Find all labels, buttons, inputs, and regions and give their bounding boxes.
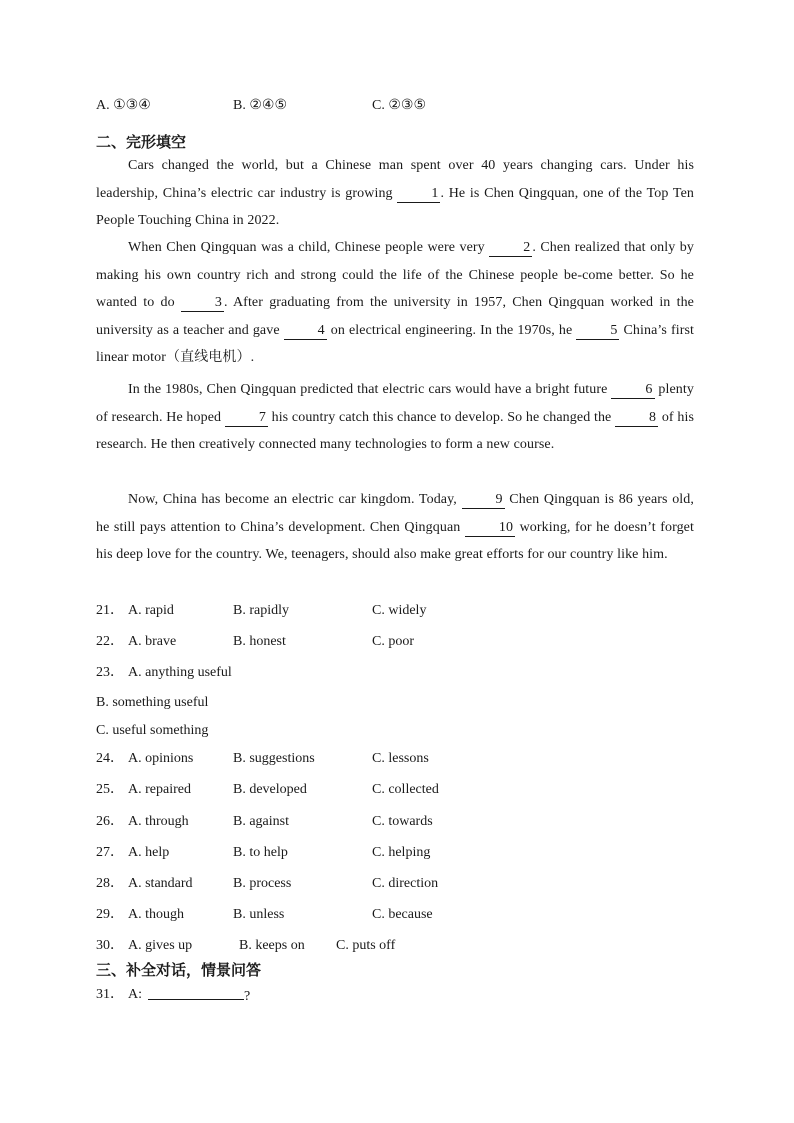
blank-8[interactable]: 8 <box>615 410 658 427</box>
question-number: 28． <box>96 876 124 891</box>
option-c[interactable]: C. widely <box>372 603 427 618</box>
option-b[interactable]: B. unless <box>233 907 285 922</box>
passage-paragraph-3 <box>96 376 694 459</box>
paragraph-text: When Chen Qingquan was a child, Chinese people were very <box>128 240 490 255</box>
option-b[interactable]: B. something useful <box>96 695 209 710</box>
prev-option-c: C. ②③⑤ <box>372 98 426 113</box>
passage-paragraph-2 <box>96 234 694 372</box>
option-c[interactable]: C. poor <box>372 634 414 649</box>
paragraph-text: In the 1980s, Chen Qingquan predicted that electric cars would have a bright future <box>128 382 612 397</box>
option-c[interactable]: C. lessons <box>372 751 429 766</box>
answer-blank-line[interactable] <box>148 985 244 1000</box>
option-a[interactable]: A. anything useful <box>128 665 232 680</box>
paragraph-text: of his research. He then creatively connected many technologies to form a new course. <box>96 409 694 453</box>
prev-option-b: B. ②④⑤ <box>233 98 287 113</box>
question-number: 26． <box>96 814 124 829</box>
option-c[interactable]: C. helping <box>372 845 431 860</box>
option-a[interactable]: A. help <box>128 845 170 860</box>
option-c[interactable]: C. useful something <box>96 723 209 738</box>
blank-10[interactable]: 10 <box>465 520 515 537</box>
paragraph-text: his country catch this chance to develop. So he changed the <box>267 409 616 425</box>
option-a[interactable]: A. though <box>128 907 184 922</box>
option-c[interactable]: C. direction <box>372 876 439 891</box>
blank-1[interactable]: 1 <box>397 186 440 203</box>
blank-7[interactable]: 7 <box>225 410 268 427</box>
question-number: 25． <box>96 782 124 797</box>
option-c[interactable]: C. collected <box>372 782 439 797</box>
paragraph-text: Chen Qingquan is 86 years old, he still pays attention to China’s development. Chen Qingquan <box>96 492 694 535</box>
paragraph-text: Now, China has become an electric car kingdom. Today, <box>128 492 462 507</box>
question-number: 22． <box>96 634 124 649</box>
paragraph-text: . Chen realized that only by making his own country rich and strong could the life of the Chinese people be-come better. So he wanted to do <box>96 240 695 311</box>
question-number: 23． <box>96 665 124 680</box>
prev-option-a: A. ①③④ <box>96 98 151 113</box>
option-b[interactable]: B. process <box>233 876 292 891</box>
paragraph-text: on electrical engineering. In the 1970s, he <box>326 322 577 338</box>
question-number: 24． <box>96 751 124 766</box>
section-title-dialogue: 三、补全对话，情景问答 <box>96 961 262 979</box>
blank-4[interactable]: 4 <box>284 323 327 340</box>
blank-9[interactable]: 9 <box>462 492 505 509</box>
blank-6[interactable]: 6 <box>611 382 654 399</box>
option-a[interactable]: A. through <box>128 814 189 829</box>
option-a[interactable]: A. rapid <box>128 603 174 618</box>
option-a[interactable]: A. opinions <box>128 751 194 766</box>
option-b[interactable]: B. rapidly <box>233 603 289 618</box>
option-c[interactable]: C. because <box>372 907 433 922</box>
option-c[interactable]: C. towards <box>372 814 433 829</box>
option-b[interactable]: B. against <box>233 814 289 829</box>
passage-paragraph-4 <box>96 486 694 569</box>
option-b[interactable]: B. keeps on <box>239 938 305 953</box>
answer-input[interactable] <box>148 985 250 1007</box>
paragraph-text: working, for he doesn’t forget his deep love for the country. We, teenagers, should also make great efforts for our country like him. <box>96 519 694 563</box>
blank-5[interactable]: 5 <box>576 323 619 340</box>
option-b[interactable]: B. honest <box>233 634 286 649</box>
option-b[interactable]: B. developed <box>233 782 307 797</box>
paragraph-text: . He is Chen Qingquan, one of the Top Ten People Touching China in 2022. <box>96 185 694 229</box>
paragraph-text: Cars changed the world, but a Chinese man spent over 40 years changing cars. Under his leadership, China’s electric car industry is growing <box>96 158 694 201</box>
question-mark: ? <box>244 989 251 1004</box>
question-number: 31． <box>96 987 124 1002</box>
passage-paragraph-1 <box>96 152 694 235</box>
speaker-label: A: <box>128 987 142 1002</box>
question-number: 21． <box>96 603 124 618</box>
option-b[interactable]: B. to help <box>233 845 288 860</box>
question-number: 30． <box>96 938 124 953</box>
question-number: 29． <box>96 907 124 922</box>
paragraph-text: . After graduating from the university in 1957, Chen Qingquan worked in the university as a teacher and gave <box>96 295 694 338</box>
blank-2[interactable]: 2 <box>489 240 532 257</box>
option-a[interactable]: A. brave <box>128 634 177 649</box>
section-title-cloze: 二、完形填空 <box>96 133 187 151</box>
option-b[interactable]: B. suggestions <box>233 751 315 766</box>
question-number: 27． <box>96 845 124 860</box>
paragraph-text: China’s first linear motor（直线电机）. <box>96 322 694 366</box>
option-c[interactable]: C. puts off <box>336 938 396 953</box>
option-a[interactable]: A. gives up <box>128 938 193 953</box>
paragraph-text: plenty of research. He hoped <box>96 382 694 425</box>
option-a[interactable]: A. repaired <box>128 782 191 797</box>
option-a[interactable]: A. standard <box>128 876 193 891</box>
blank-3[interactable]: 3 <box>181 295 224 312</box>
